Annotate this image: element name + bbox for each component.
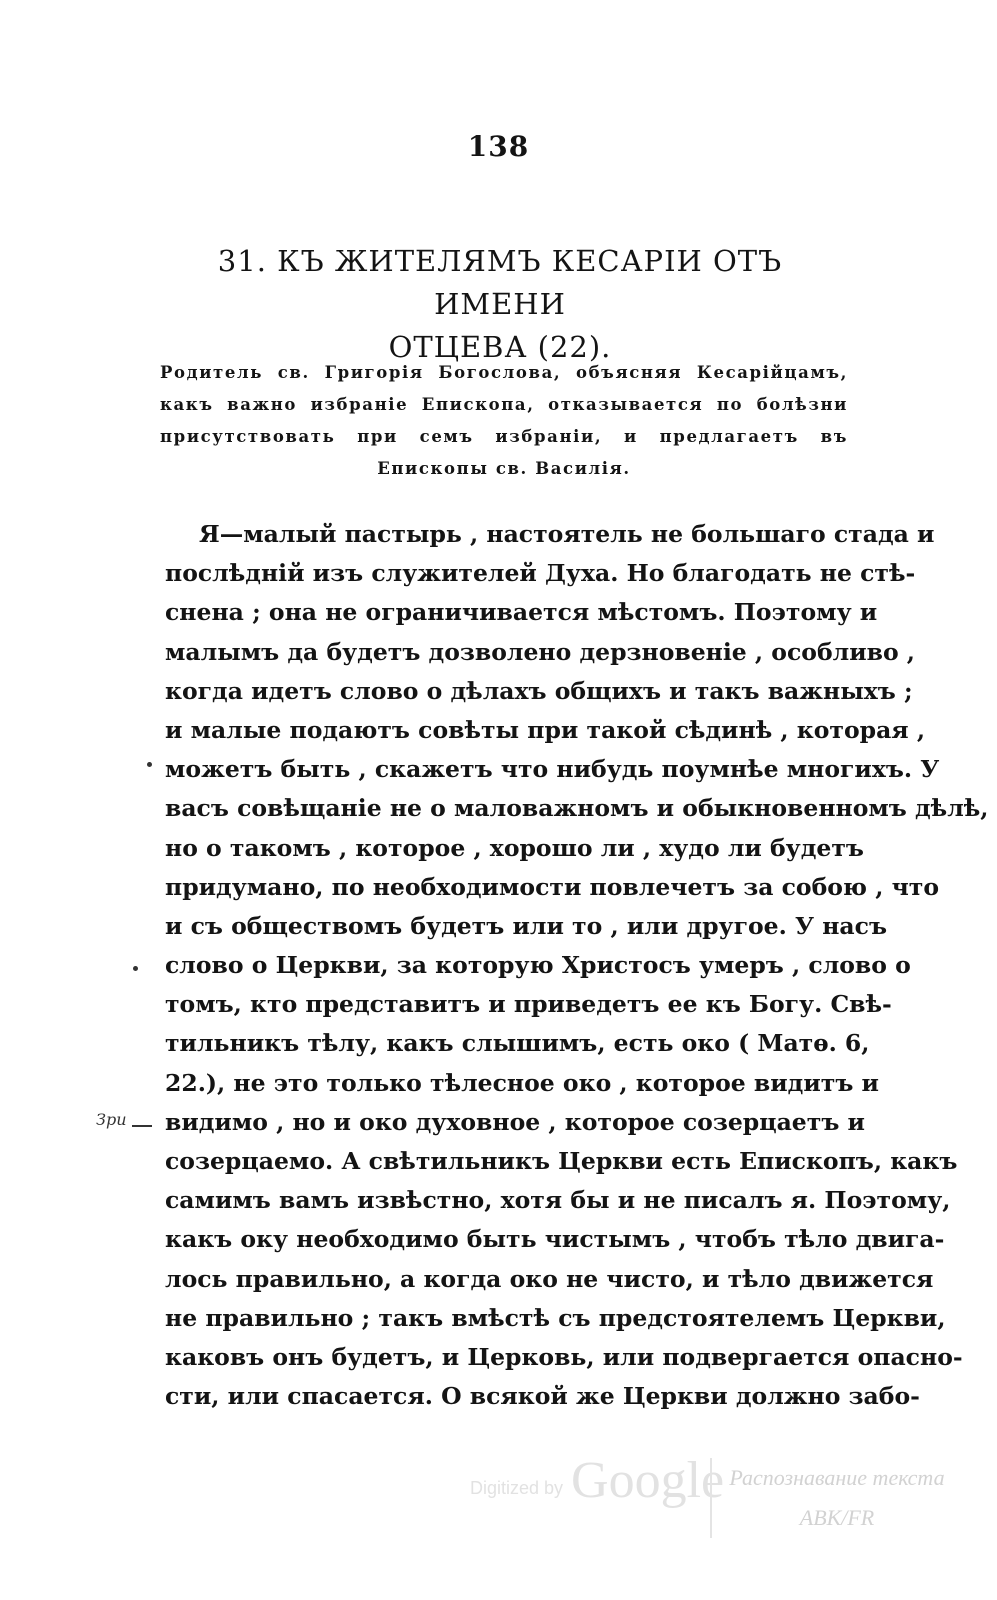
body-line: когда идетъ слово о дѣлахъ общихъ и такъ важныхъ ;	[165, 676, 913, 705]
ocr-stamp	[710, 1458, 962, 1538]
body-line: и малые подаютъ совѣты при такой сѣдинѣ , которая ,	[165, 715, 926, 744]
chapter-title-line-1: 31. КЪ ЖИТЕЛЯМЪ КЕСАРIИ ОТЪ ИМЕНИ	[217, 244, 783, 321]
digitized-label: Digitized by	[470, 1478, 564, 1498]
stamp-line-1: Распознавание текста	[729, 1465, 945, 1490]
body-line: каковъ онъ будетъ, и Церковь, или подвергается опасно-	[165, 1342, 963, 1371]
margin-dash	[132, 1125, 152, 1127]
body-line: созерцаемо. А свѣтильникъ Церкви есть Епископъ, какъ	[165, 1147, 958, 1175]
body-line: и съ обществомъ будетъ или то , или другое. У насъ	[165, 911, 887, 940]
google-logo: Google	[571, 1452, 725, 1509]
body-text	[165, 515, 989, 1416]
stamp-line-2: АВК/FR	[799, 1505, 875, 1530]
body-line: тильникъ тѣлу, какъ слышимъ, есть око ( Матѳ. 6,	[165, 1029, 870, 1058]
body-line: снена ; она не ограничивается мѣстомъ. Поэтому и	[165, 598, 878, 627]
body-line: Я—малый пастырь , настоятель не большаго стада и	[199, 520, 935, 548]
body-line: видимо , но и око духовное , которое созерцаетъ и	[165, 1107, 865, 1136]
ink-speck	[147, 762, 152, 767]
body-line: малымъ да будетъ дозволено дерзновеніе , особливо ,	[165, 637, 915, 666]
body-line: не правильно ; такъ вмѣстѣ съ предстоятелемъ Церкви,	[165, 1303, 946, 1332]
body-line: сти, или спасается. О всякой же Церкви должно забо-	[165, 1382, 920, 1411]
body-line: но о такомъ , которое , хорошо ли , худо ли будетъ	[165, 833, 864, 862]
chapter-title-line-2: ОТЦЕВА (22).	[388, 330, 612, 364]
digitized-watermark	[470, 1452, 725, 1509]
chapter-title	[150, 240, 850, 369]
body-line: можетъ быть , скажетъ что нибудь поумнѣе многихъ. У	[165, 755, 940, 784]
body-line: 22.), не это только тѣлесное око , которое видитъ и	[165, 1068, 879, 1097]
body-line: лось правильно, а когда око не чисто, и тѣло движется	[165, 1264, 934, 1293]
body-line: послѣдній изъ служителей Духа. Но благодать не стѣ-	[165, 559, 916, 588]
body-line: придумано, по необходимости повлечетъ за собою , что	[165, 872, 940, 901]
page-number: 138	[467, 130, 530, 163]
chapter-summary: Родитель св. Григорія Богослова, объясняя Кесарійцамъ, какъ важно избраніе Епископа, отказывается по болѣзни присутствовать при семъ избраніи, и предлагаетъ въ Епископы св. Василія.	[160, 363, 848, 478]
body-line: васъ совѣщаніе не о маловажномъ и обыкновенномъ дѣлѣ,	[165, 794, 989, 823]
body-line: томъ, кто представитъ и приведетъ ее къ Богу. Свѣ-	[165, 990, 892, 1019]
body-line: самимъ вамъ извѣстно, хотя бы и не писалъ я. Поэтому,	[165, 1186, 951, 1215]
body-line: какъ оку необходимо быть чистымъ , чтобъ тѣло двига-	[165, 1225, 945, 1254]
ink-speck	[133, 966, 138, 971]
body-line: слово о Церкви, за которую Христосъ умеръ , слово о	[165, 951, 911, 980]
margin-note: Зри	[96, 1110, 127, 1129]
